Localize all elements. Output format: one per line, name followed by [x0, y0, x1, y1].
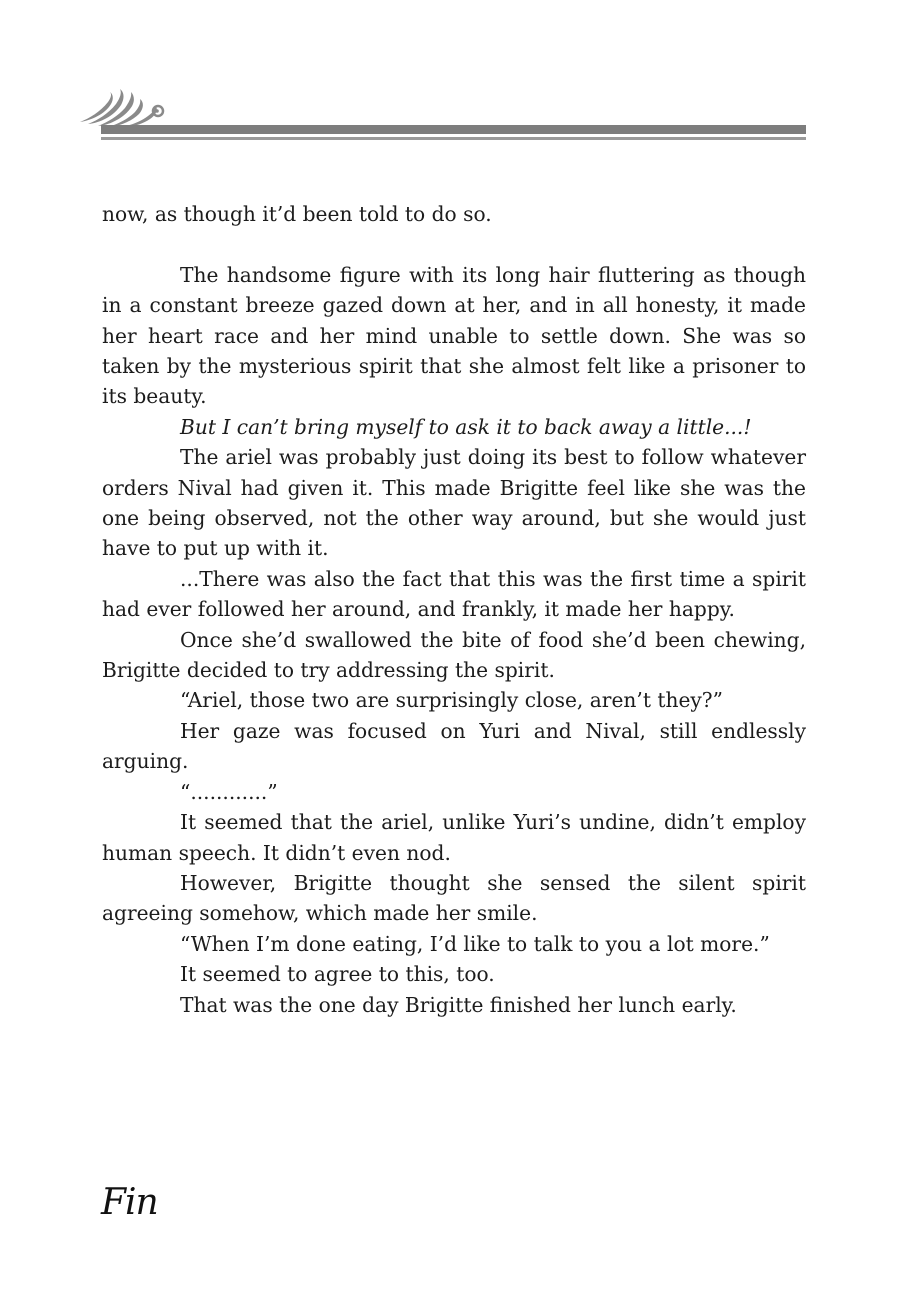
paragraph: now, as though it’d been told to do so.: [102, 202, 492, 226]
paragraph: Once she’d swallowed the bite of food she’d been chewing, Brigitte decided to try addressing the spirit.: [102, 627, 806, 683]
paragraph: It seemed that the ariel, unlike Yuri’s undine, didn’t employ human speech. It didn’t even nod.: [102, 810, 806, 865]
paragraph: ...There was also the fact that this was the first time a spirit had ever followed her around, and frankly, it made her happy.: [102, 566, 806, 622]
dialogue-paragraph: “Ariel, those two are surprisingly close, aren’t they?”: [180, 688, 723, 713]
paragraph: That was the one day Brigitte finished her lunch early.: [180, 992, 737, 1017]
dialogue-paragraph: “When I’m done eating, I’d like to talk to you a lot more.”: [180, 931, 770, 956]
closing-fin: Fin: [101, 1182, 158, 1223]
paragraph: Her gaze was focused on Yuri and Nival, still endlessly arguing.: [102, 718, 806, 774]
dialogue-paragraph: “............”: [180, 779, 278, 804]
header-rule-thin: [101, 137, 806, 140]
paragraph: The ariel was probably just doing its best to follow whatever orders Nival had given it. This made Brigitte feel like she was the one being observed, not the other way around, but she would just have to put up with it.: [102, 445, 806, 561]
header-rule-thick: [101, 125, 806, 134]
flourish-ornament-icon: [78, 86, 170, 130]
paragraph: However, Brigitte thought she sensed the silent spirit agreeing somehow, which made her smile.: [102, 870, 806, 926]
italic-thought-paragraph: But I can’t bring myself to ask it to back away a little...!: [180, 414, 752, 439]
paragraph: It seemed to agree to this, too.: [180, 962, 495, 987]
chapter-text: [102, 199, 806, 1020]
paragraph: The handsome figure with its long hair fluttering as though in a constant breeze gazed down at her, and in all honesty, it made her heart race and her mind unable to settle down. She was so taken by the mysterious spirit that she almost felt like a prisoner to its beauty.: [102, 262, 806, 409]
